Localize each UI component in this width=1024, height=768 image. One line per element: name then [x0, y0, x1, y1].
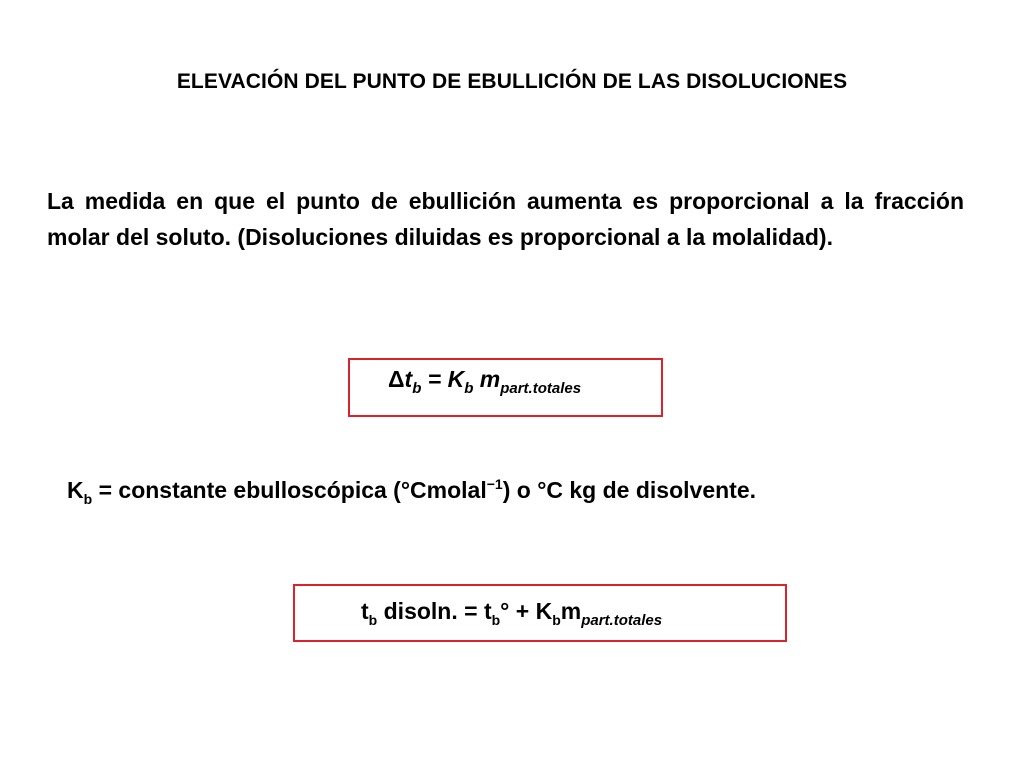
formula1-m: m	[473, 366, 501, 392]
slide-title: ELEVACIÓN DEL PUNTO DE EBULLICIÓN DE LAS DISOLUCIONES	[176, 70, 848, 93]
formula1-k-subscript: b	[464, 380, 474, 397]
kb-k-subscript: b	[83, 491, 93, 507]
formula1-t-subscript: b	[412, 380, 422, 397]
kb-superscript: −1	[486, 476, 503, 492]
formula2-plus-k: ° + K	[500, 598, 553, 624]
kb-definition	[67, 475, 756, 505]
kb-k: K	[67, 477, 84, 503]
formula-solution-boiling-point	[361, 596, 663, 629]
formula-boiling-point-elevation	[388, 364, 582, 397]
intro-paragraph: La medida en que el punto de ebullición aumenta es proporcional a la fracción molar del soluto. (Disoluciones diluidas es proporcional a la molalidad).	[47, 188, 964, 250]
formula2-t-subscript: b	[368, 612, 378, 628]
formula2-t: t	[361, 598, 369, 624]
formula2-m-subscript: part.totales	[581, 612, 663, 629]
formula2-k-subscript: b	[552, 612, 561, 628]
formula2-t2-subscript: b	[491, 612, 501, 628]
delta-symbol: Δ	[388, 366, 405, 392]
formula1-t: t	[404, 366, 413, 392]
formula1-m-subscript: part.totales	[500, 380, 582, 397]
kb-text-before-sup: = constante ebulloscópica (°Cmolal	[92, 477, 487, 503]
formula2-m: m	[560, 598, 582, 624]
kb-text-after-sup: ) o °C kg de disolvente.	[502, 477, 756, 503]
formula2-middle: disoln. = t	[377, 598, 492, 624]
formula1-equals-k: = K	[421, 366, 465, 392]
